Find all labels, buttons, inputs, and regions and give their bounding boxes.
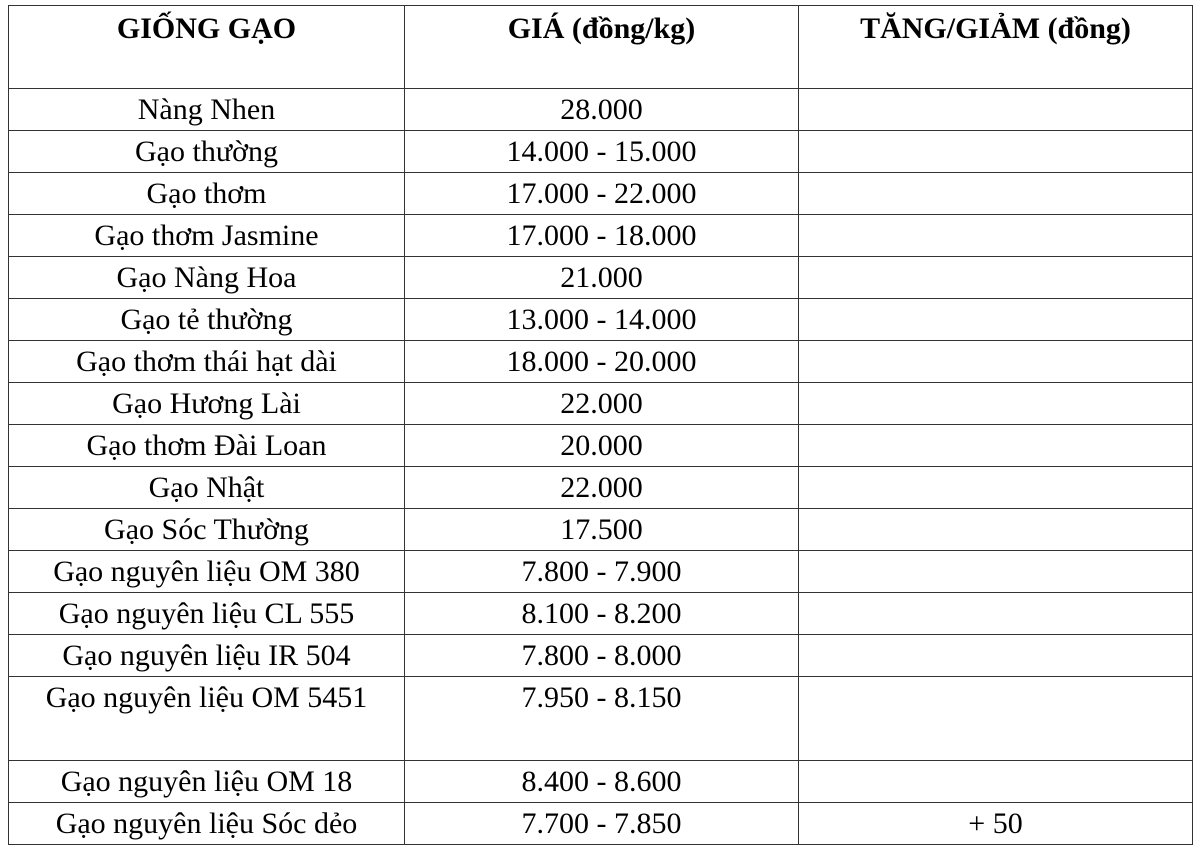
table-row bbox=[9, 551, 1193, 593]
price-text: 28.000 bbox=[560, 93, 643, 126]
table-row bbox=[9, 677, 1193, 761]
cell-change bbox=[799, 299, 1193, 341]
price-text: 18.000 - 20.000 bbox=[506, 345, 697, 378]
table-row bbox=[9, 299, 1193, 341]
price-text: 8.400 - 8.600 bbox=[521, 765, 682, 798]
name-text: Gạo nguyên liệu CL 555 bbox=[58, 597, 355, 630]
table-row bbox=[9, 89, 1193, 131]
cell-change bbox=[799, 593, 1193, 635]
price-text: 20.000 bbox=[560, 429, 643, 462]
cell-name bbox=[9, 467, 405, 509]
cell-price bbox=[405, 89, 799, 131]
change-text: + 50 bbox=[968, 807, 1023, 840]
table-row bbox=[9, 509, 1193, 551]
name-text: Gạo nguyên liệu OM 380 bbox=[53, 555, 360, 588]
table-row bbox=[9, 593, 1193, 635]
table-row bbox=[9, 215, 1193, 257]
table-row bbox=[9, 467, 1193, 509]
cell-change bbox=[799, 131, 1193, 173]
cell-name bbox=[9, 131, 405, 173]
table-row bbox=[9, 383, 1193, 425]
cell-name bbox=[9, 593, 405, 635]
price-text: 22.000 bbox=[560, 471, 643, 504]
cell-change bbox=[799, 89, 1193, 131]
cell-name bbox=[9, 803, 405, 845]
cell-name bbox=[9, 341, 405, 383]
price-text: 22.000 bbox=[560, 387, 643, 420]
cell-change bbox=[799, 509, 1193, 551]
name-text: Gạo thơm Đài Loan bbox=[86, 429, 327, 462]
name-text: Gạo tẻ thường bbox=[120, 303, 293, 336]
price-text: 17.000 - 22.000 bbox=[506, 177, 697, 210]
cell-name bbox=[9, 677, 405, 761]
cell-price bbox=[405, 551, 799, 593]
cell-change bbox=[799, 551, 1193, 593]
name-text: Gạo Nàng Hoa bbox=[116, 261, 297, 294]
cell-change bbox=[799, 803, 1193, 845]
cell-price bbox=[405, 677, 799, 761]
table-row bbox=[9, 341, 1193, 383]
price-text: 7.700 - 7.850 bbox=[521, 807, 682, 840]
cell-change bbox=[799, 173, 1193, 215]
name-text: Gạo thơm thái hạt dài bbox=[76, 345, 337, 378]
header-variety: GIỐNG GẠO bbox=[9, 6, 405, 89]
price-text: 14.000 - 15.000 bbox=[506, 135, 697, 168]
name-text: Gạo Nhật bbox=[148, 471, 265, 504]
price-text: 7.800 - 7.900 bbox=[521, 555, 682, 588]
cell-change bbox=[799, 677, 1193, 761]
table-row bbox=[9, 425, 1193, 467]
cell-name bbox=[9, 299, 405, 341]
cell-name bbox=[9, 425, 405, 467]
name-text: Gạo thường bbox=[135, 135, 278, 168]
cell-price bbox=[405, 593, 799, 635]
rice-price-table bbox=[8, 5, 1193, 845]
price-text: 8.100 - 8.200 bbox=[521, 597, 682, 630]
cell-name bbox=[9, 635, 405, 677]
cell-price bbox=[405, 803, 799, 845]
name-text: Gạo nguyên liệu OM 18 bbox=[60, 765, 353, 798]
cell-change bbox=[799, 467, 1193, 509]
header-row bbox=[9, 6, 1193, 89]
cell-name bbox=[9, 551, 405, 593]
cell-change bbox=[799, 383, 1193, 425]
cell-name bbox=[9, 215, 405, 257]
cell-name bbox=[9, 761, 405, 803]
cell-name bbox=[9, 89, 405, 131]
cell-price bbox=[405, 173, 799, 215]
table-row bbox=[9, 131, 1193, 173]
cell-price bbox=[405, 131, 799, 173]
table-row bbox=[9, 173, 1193, 215]
name-text: Gạo thơm bbox=[146, 177, 267, 210]
cell-name bbox=[9, 173, 405, 215]
cell-price bbox=[405, 257, 799, 299]
price-text: 21.000 bbox=[560, 261, 643, 294]
name-text: Gạo Sóc Thường bbox=[104, 513, 309, 546]
price-text: 17.000 - 18.000 bbox=[506, 219, 697, 252]
cell-price bbox=[405, 467, 799, 509]
name-text: Gạo nguyên liệu OM 5451 bbox=[45, 681, 368, 714]
table-row bbox=[9, 257, 1193, 299]
price-text: 17.500 bbox=[560, 513, 643, 546]
price-text: 13.000 - 14.000 bbox=[506, 303, 697, 336]
table-row bbox=[9, 635, 1193, 677]
name-text: Gạo thơm Jasmine bbox=[94, 219, 319, 252]
name-text: Nàng Nhen bbox=[137, 93, 276, 126]
table-row bbox=[9, 803, 1193, 845]
cell-change bbox=[799, 341, 1193, 383]
cell-change bbox=[799, 761, 1193, 803]
cell-price bbox=[405, 383, 799, 425]
name-text: Gạo nguyên liệu Sóc dẻo bbox=[55, 807, 358, 840]
cell-change bbox=[799, 215, 1193, 257]
price-text: 7.800 - 8.000 bbox=[521, 639, 682, 672]
cell-price bbox=[405, 761, 799, 803]
table-row bbox=[9, 761, 1193, 803]
name-text: Gạo nguyên liệu IR 504 bbox=[62, 639, 351, 672]
header-change: TĂNG/GIẢM (đồng) bbox=[799, 6, 1193, 89]
header-price: GIÁ (đồng/kg) bbox=[405, 6, 799, 89]
cell-change bbox=[799, 425, 1193, 467]
cell-price bbox=[405, 635, 799, 677]
cell-change bbox=[799, 635, 1193, 677]
cell-name bbox=[9, 509, 405, 551]
cell-name bbox=[9, 257, 405, 299]
cell-name bbox=[9, 383, 405, 425]
cell-change bbox=[799, 257, 1193, 299]
price-text: 7.950 - 8.150 bbox=[521, 681, 682, 714]
cell-price bbox=[405, 215, 799, 257]
cell-price bbox=[405, 425, 799, 467]
cell-price bbox=[405, 341, 799, 383]
cell-price bbox=[405, 509, 799, 551]
name-text: Gạo Hương Lài bbox=[112, 387, 301, 420]
cell-price bbox=[405, 299, 799, 341]
